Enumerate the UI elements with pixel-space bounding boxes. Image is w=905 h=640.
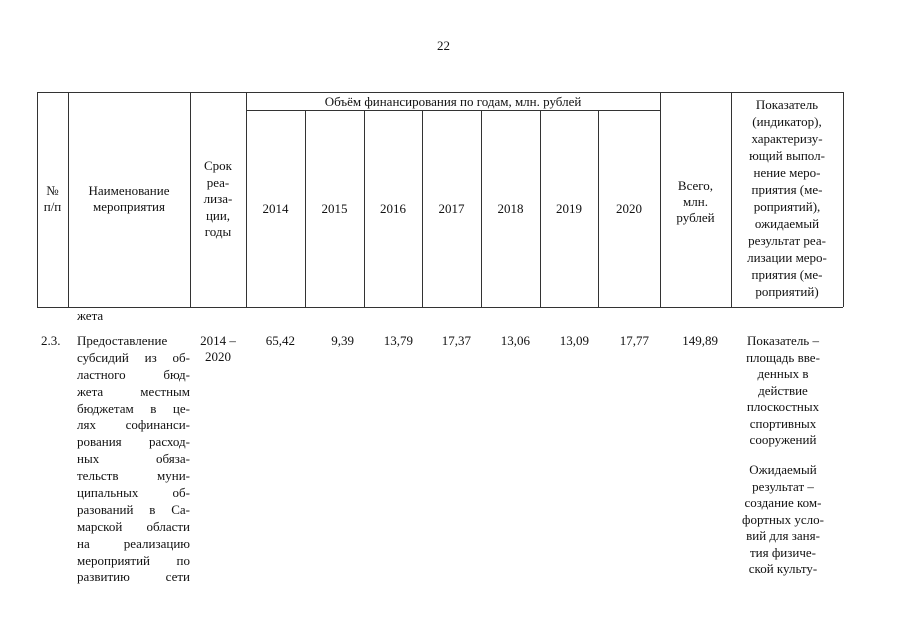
row-value-2018: 13,06 [500, 333, 530, 348]
header-year: 2016 [380, 201, 406, 216]
row-name: Предоставление субсидий из об- ластного бюд- жета местным бюджетам в це- лях софинанси- рования расход- ных обяза- тельств муни- ципальных об- разований в Са- марской области на реализацию мероприятий по развитию сети [77, 333, 190, 585]
row-value-2019: 13,09 [559, 333, 589, 348]
row-value-2015: 9,39 [331, 333, 354, 348]
row-value-2014: 65,42 [265, 333, 295, 348]
header-year: 2018 [497, 201, 524, 216]
header-indicator: Показатель (индикатор), характеризу- ющий выпол- нение меро- приятия (ме- роприятий), ожидаемый результат реа- лизации меро- приятия (ме- роприятий) [747, 97, 827, 299]
header-total: Всего, млн. рублей [676, 178, 715, 225]
row-value-2017: 17,37 [441, 333, 471, 348]
row-term: 2014 – 2020 [200, 333, 236, 364]
row-indicator: Показатель – площадь вве- денных в действие плоскостных спортивных сооружений [746, 333, 820, 447]
row-number: 2.3. [41, 333, 61, 348]
row-value-2020: 17,77 [619, 333, 649, 348]
header-name: Наименование мероприятия [88, 183, 170, 214]
header-year: 2020 [616, 201, 642, 216]
header-year: 2015 [321, 201, 348, 216]
header-year: 2014 [262, 201, 289, 216]
continuation-text: жета [77, 308, 104, 323]
row-expected-result: Ожидаемый результат – создание ком- фортных усло- вий для заня- тия физиче- ской культу- [742, 462, 824, 576]
header-num: № п/п [43, 183, 62, 214]
header-funding-group: Объём финансирования по годам, млн. рублей [324, 94, 582, 109]
row-value-2016: 13,79 [383, 333, 413, 348]
page-number: 22 [437, 38, 450, 53]
row-total: 149,89 [682, 333, 718, 348]
header-year: 2017 [438, 201, 465, 216]
header-year: 2019 [556, 201, 582, 216]
header-term: Срок реа- лиза- ции, годы [203, 158, 233, 239]
